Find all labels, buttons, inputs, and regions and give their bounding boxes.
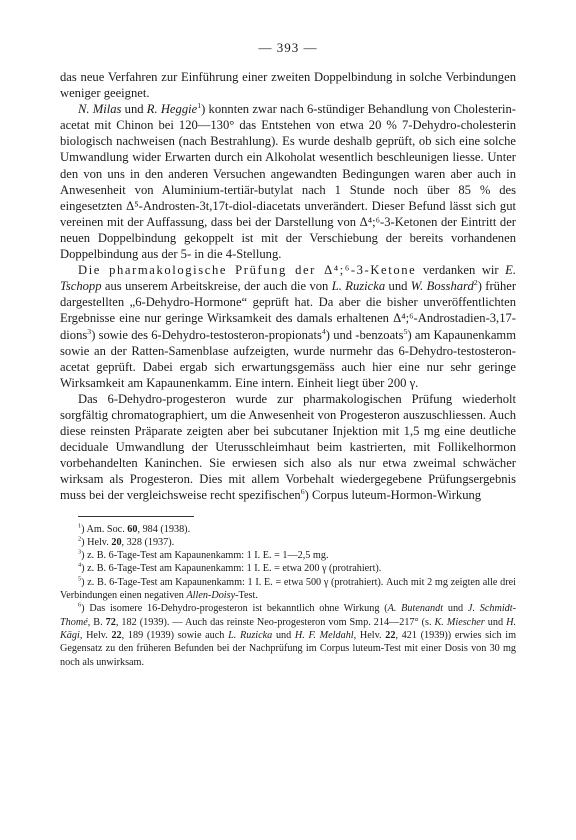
paragraph-2 <box>60 101 516 262</box>
author-name: L. Ruzicka <box>228 629 273 641</box>
footnote-text: -Test. <box>235 590 258 602</box>
author-name: J. Schmidt-Thomé <box>60 603 516 628</box>
footnote-number: 2 <box>78 535 82 543</box>
footnote-number: 3 <box>78 548 82 556</box>
footnote-4 <box>60 562 516 575</box>
footnotes <box>60 523 516 669</box>
footnote-text: ) z. B. 6-Tage-Test am Kapaunenkamm: 1 I. E. = 1—2,5 mg. <box>81 550 329 562</box>
paragraph-3-text-f: ) am Kapaunenkamm sowie an der Ratten-Samenblase aufzeigten, wurde nurmehr das 6-Dehydro-testosteron-acetat geprüft. Dabei ergab sich erwartungsgemäss auch hier eine nur sehr geringe Wirksamkeit am Kapaunenkamm. Eine intern. Einheit liegt über 200 γ. <box>60 327 517 390</box>
paragraph-3-text-b: aus unserem Arbeitskreise, der auch die von <box>101 279 332 294</box>
footnote-number: 1 <box>78 522 82 530</box>
paragraph-4-text-a: Das 6-Dehydro-progesteron wurde zur pharmakologischen Prüfung wiederholt sorgfältig chromatographiert, um die Anwesenheit von Progesteron auszuschliessen. Auch diese reinsten Präparate zeigten aber bei subcutaner Injektion mit 1,5 mg eine deutliche deciduale Umwandlung der Uterusschleimhaut beim kastrierten, mit Follikelhormon vorbehandelten Kaninchen. Sie erwiesen sich also als nur etwa zweimal schwächer wirksam als Progesteron. Dies mit allem Vorbehalt wiedergegebene Prüfungsergebnis muss bei der vergleichsweise recht spezifischen <box>60 391 516 503</box>
paragraph-3-text-d: ) sowie des 6-Dehydro-testosteron-propionats <box>91 327 322 342</box>
paragraph-3 <box>60 262 516 391</box>
conjunction: und <box>385 279 411 294</box>
footnote-text: , 421 (1939)) erwies sich im Gegensatz zu den früheren Befunden bei der Nachprüfung im Corpus luteum-Test mit einer Dosis von 30 mg noch als unwirksam. <box>60 629 517 668</box>
footnote-number: 4 <box>78 562 82 570</box>
author-name: H. Kägi <box>60 616 516 641</box>
footnote-text: , B. <box>87 616 106 628</box>
footnote-ref-1: 1 <box>197 101 202 110</box>
page <box>60 40 516 669</box>
footnote-text: , 189 (1939) sowie auch <box>121 629 229 641</box>
footnote-number: 6 <box>78 601 82 609</box>
author-tschopp: E. Tschopp <box>60 263 516 294</box>
footnote-text: und <box>443 603 468 615</box>
author-ruzicka: L. Ruzicka <box>331 279 386 294</box>
footnote-text: und <box>272 629 295 641</box>
footnote-text: ) Das isomere 16-Dehydro-progesteron ist bekanntlich ohne Wirkung ( <box>81 603 388 615</box>
volume-number: 22 <box>385 629 396 641</box>
footnote-text: , Helv. <box>79 629 112 641</box>
footnote-text: ) z. B. 6-Tage-Test am Kapaunenkamm: 1 I. E. = etwa 500 γ (protrahiert). Auch mit 2 mg zeigten alle drei Verbindungen einen negativen <box>60 576 516 602</box>
footnote-number: 5 <box>78 575 82 583</box>
footnote-ref-6: 6 <box>300 487 305 497</box>
footnote-text: , Helv. <box>353 629 386 641</box>
body-text <box>60 69 516 504</box>
footnote-3 <box>60 549 516 562</box>
footnote-ref-4: 4 <box>321 326 326 336</box>
paragraph-1: das neue Verfahren zur Einführung einer zweiten Doppelbindung in solche Verbindungen weniger geeignet. <box>60 70 516 101</box>
author-name: Allen-Doisy <box>186 590 236 602</box>
volume-number: 60 <box>127 523 138 535</box>
paragraph-3-text-e: ) und -benzoats <box>325 327 404 342</box>
footnote-text: ) Helv. <box>81 536 112 548</box>
footnote-text: , 328 (1937). <box>121 536 175 548</box>
volume-number: 22 <box>111 629 122 641</box>
footnote-5 <box>60 576 516 603</box>
author-heggie: R. Heggie <box>146 102 198 117</box>
volume-number: 20 <box>111 536 122 548</box>
footnote-6 <box>60 602 516 668</box>
paragraph-3-text-c: ) früher dargestellten „6-Dehydro-Hormone“ geprüft hat. Da aber die bisher unveröffentlichten Ergebnisse eine nur geringe Wirksamkeit des damals erhaltenen Δ⁴;⁶-Androstadien-3,17-dions <box>60 279 517 342</box>
author-milas: N. Milas <box>78 102 122 117</box>
spaced-heading-text: Die pharmakologische Prüfung der Δ⁴;⁶-3-Ketone <box>78 263 417 278</box>
footnote-text: , 984 (1938). <box>137 523 191 535</box>
paragraph-4 <box>60 391 516 504</box>
footnote-text: und <box>484 616 507 628</box>
footnote-ref-5: 5 <box>403 326 408 336</box>
author-name: A. Butenandt <box>387 603 444 615</box>
paragraph-2-text: ) konnten zwar nach 6-stündiger Behandlung von Cholesterin-acetat mit Chinon bei 120—130° das Entstehen von etwa 20 % 7-Dehydro-cholesterin biologisch nachweisen (nach Bestrahlung). Es wurde deshalb geprüft, ob sich eine solche Umwandlung wider Erwarten durch ein Alkoholat wesentlich beschleunigen liesse. Unter den von uns in den anderen Versuchen angewandten Bedingungen waren aber auch in Anwesenheit von Aluminium-tertiär-butylat nach 1 Stunde noch über 85 % des eingesetzten Δ⁵-Androsten-3t,17t-diol-diacetats unverändert. Dieser Befund lässt sich gut vereinen mit der Auffassung, dass bei der Darstellung von Δ⁴;⁶-3-Ketonen der Eintritt der neuen Doppelbindung gekoppelt ist mit der Verschiebung der bereits vorhandenen Doppelbindung aus der 5- in die 4-Stellung. <box>60 102 517 262</box>
footnote-text: ) z. B. 6-Tage-Test am Kapaunenkamm: 1 I. E. = etwa 200 γ (protrahiert). <box>81 563 382 575</box>
author-name: H. F. Meldahl <box>294 629 354 641</box>
footnote-text: , 182 (1939). — Auch das reinste Neo-progesteron vom Smp. 214—217° (s. <box>115 616 435 628</box>
conjunction: und <box>121 102 147 117</box>
footnote-divider <box>78 516 194 517</box>
volume-number: 72 <box>105 616 116 628</box>
page-number: — 393 — <box>258 40 318 55</box>
footnote-ref-2: 2 <box>473 278 478 288</box>
footnote-text: ) Am. Soc. <box>81 523 128 535</box>
author-bosshard: W. Bosshard <box>410 279 474 294</box>
footnote-2 <box>60 536 516 549</box>
footnote-1 <box>60 523 516 536</box>
author-name: K. Miescher <box>434 616 485 628</box>
footnote-ref-3: 3 <box>87 326 92 336</box>
paragraph-4-text-b: ) Corpus luteum-Hormon-Wirkung <box>304 488 482 503</box>
paragraph-3-text-a: verdanken wir <box>416 263 506 278</box>
